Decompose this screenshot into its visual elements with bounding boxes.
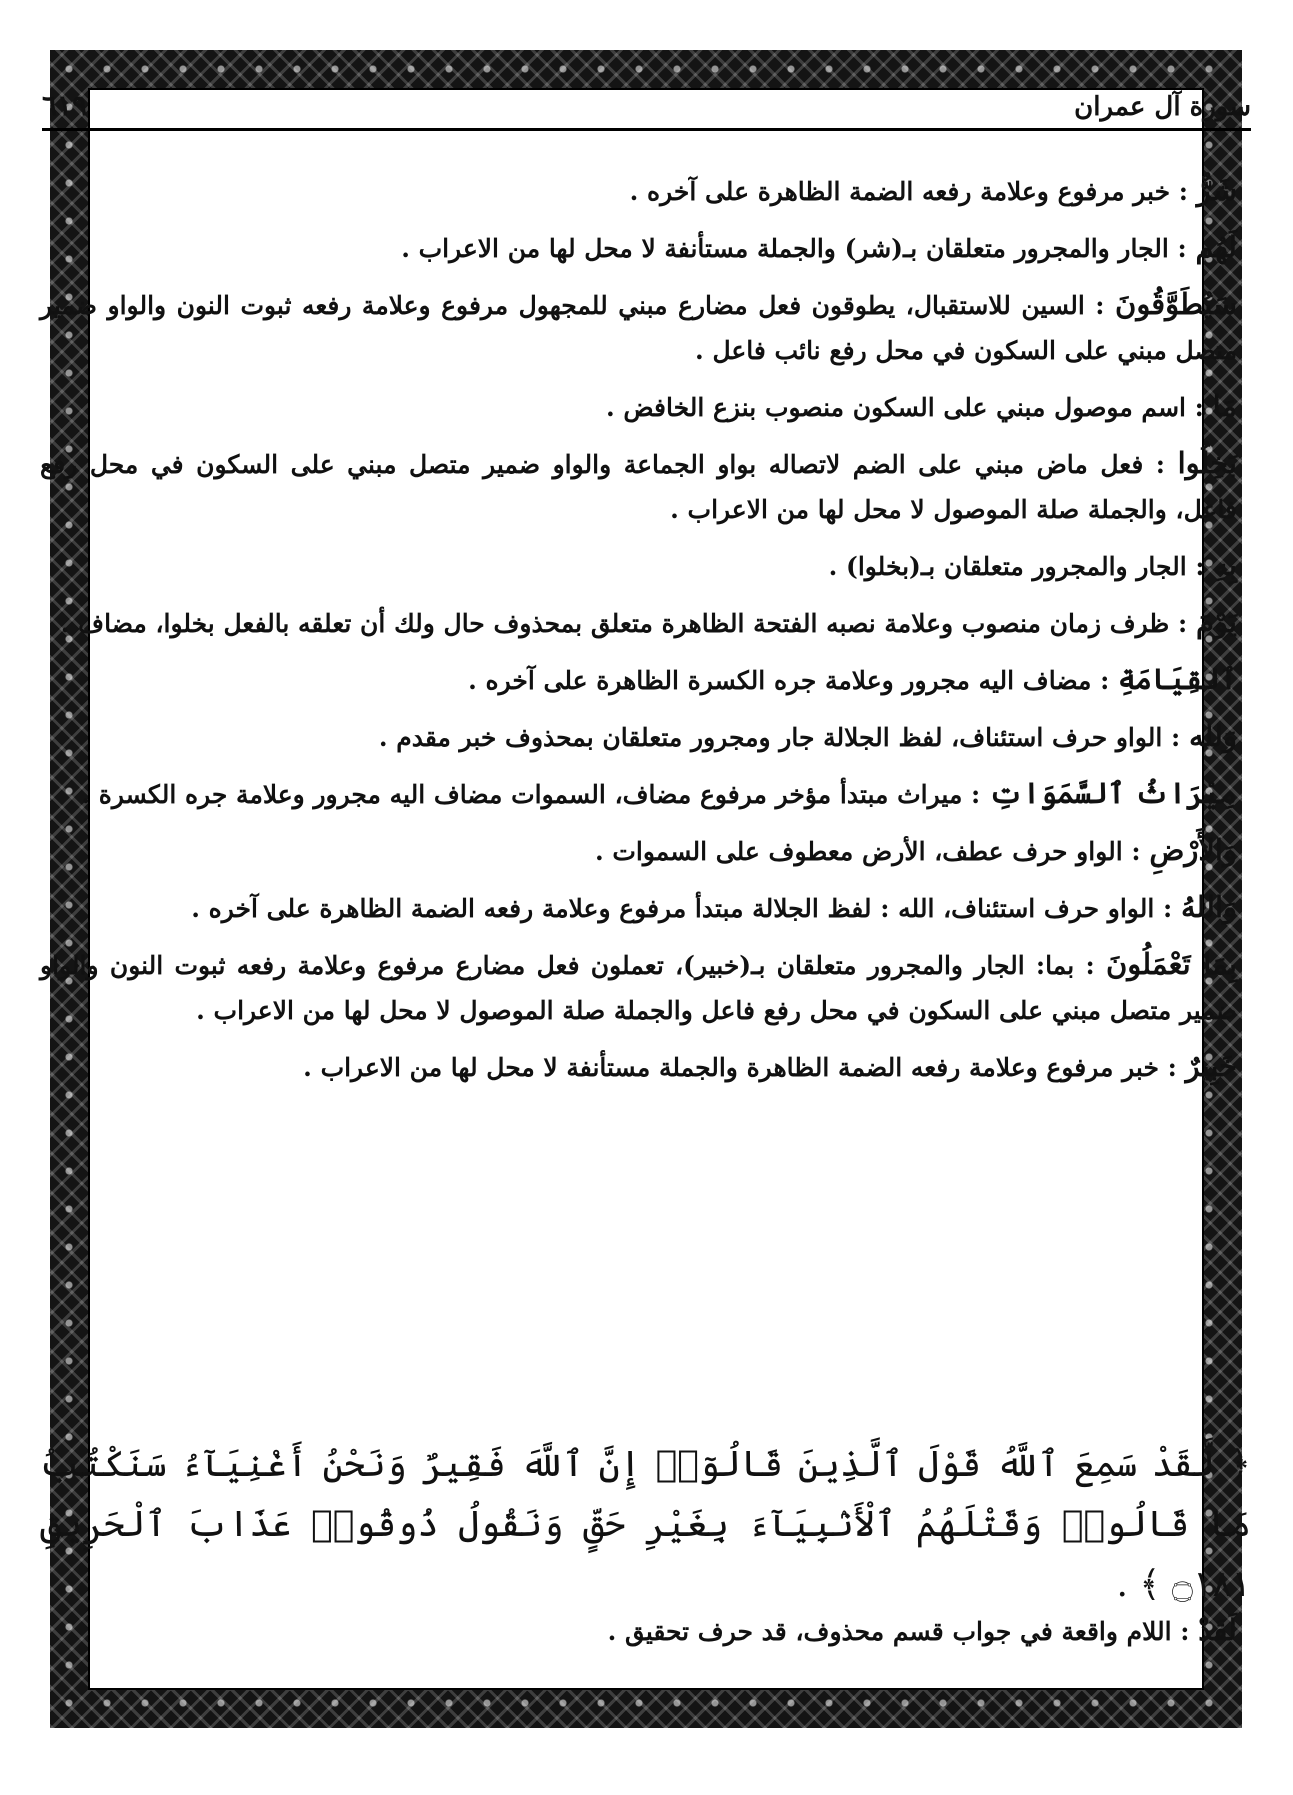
analysis-text: : الجار والمجرور متعلقان بـ(شر) والجملة مستأنفة لا محل لها من الاعراب .: [401, 234, 1187, 263]
quran-verse: ﴿ لَّقَدْ سَمِعَ ٱللَّهُ قَوْلَ ٱلَّذِينَ قَالُوٓا۟ إِنَّ ٱللَّهَ فَقِيرٌ وَنَحْنُ أَغْنِيَآءُ سَنَكْتُبُ مَا قَالُوا۟ وَقَتْلَهُمُ ٱلْأَنۢبِيَآءَ بِغَيْرِ حَقٍّ وَنَقُولُ ذُوقُوا۟ عَذَابَ ٱلْحَرِيقِ ۝١٨١ ﴾ .: [40, 1444, 1251, 1605]
analyzed-word: بِهِ: [1213, 548, 1237, 582]
analysis-entry: [40, 225, 1251, 271]
analysis-text: : خبر مرفوع وعلامة رفعه الضمة الظاهرة على آخره .: [629, 177, 1188, 206]
analysis-text: : ظرف زمان منصوب وعلامة نصبه الفتحة الظاهرة متعلق بمحذوف حال ولك أن تعلقه بالفعل بخلوا، مضاف .: [60, 609, 1188, 638]
analysis-entry: [40, 828, 1251, 874]
analysis-entry: [40, 771, 1251, 817]
analysis-text: : مضاف اليه مجرور وعلامة جره الكسرة الظاهرة على آخره .: [468, 666, 1110, 695]
analysis-text: : الواو حرف استئناف، الله : لفظ الجلالة مبتدأ مرفوع وعلامة رفعه الضمة الظاهرة على آخره .: [191, 894, 1173, 923]
analyzed-word: وَالأَرْضِ: [1149, 833, 1237, 867]
analysis-entry: [40, 441, 1251, 532]
analysis-entry: [40, 714, 1251, 760]
analysis-text: : بما: الجار والمجرور متعلقان بـ(خبير)، تعملون فعل مضارع مرفوع وعلامة رفعه ثبوت النون والواو ضمير متصل مبني على السكون في محل رفع فاعل والجملة صلة الموصول لا محل لها من الاعراب .: [40, 951, 1237, 1025]
analyzed-word: بَخِلُوا: [1177, 446, 1237, 480]
grammar-analysis: [40, 168, 1251, 1101]
analysis-entry: [40, 1044, 1251, 1090]
analyzed-word: مِيْرَاثُ ٱلسَّمَوَاتِ: [989, 776, 1237, 810]
analyzed-word: وَلله: [1189, 719, 1237, 753]
analysis-text: : اسم موصول مبني على السكون منصوب بنزع الخافض .: [606, 393, 1204, 422]
analyzed-word: شَرٌّ: [1196, 173, 1237, 207]
analysis-entry: [40, 1608, 1237, 1654]
analysis-entry: [40, 942, 1251, 1033]
analysis-text: : فعل ماض مبني على الضم لاتصاله بواو الجماعة والواو ضمير متصل مبني على السكون في محل رفع فاعل، والجملة صلة الموصول لا محل لها من الاعراب .: [40, 450, 1237, 524]
analysis-text: : الواو حرف استئناف، لفظ الجلالة جار ومجرور متعلقان بمحذوف خبر مقدم .: [378, 723, 1181, 752]
analyzed-word: يَوْمَ: [1195, 605, 1237, 639]
analysis-text: : خبر مرفوع وعلامة رفعه الضمة الظاهرة والجملة مستأنفة لا محل لها من الاعراب .: [303, 1053, 1177, 1082]
analysis-entry: [40, 543, 1251, 589]
analysis-text: : اللام واقعة في جواب قسم محذوف، قد حرف تحقيق .: [607, 1617, 1190, 1646]
page-number: ٦١٩: [42, 89, 88, 122]
analyzed-word: لَهُم: [1195, 230, 1237, 264]
analyzed-word: مَا: [1212, 389, 1237, 423]
analyzed-word: خَبِيرٌ: [1185, 1049, 1237, 1083]
analysis-entry: [40, 885, 1251, 931]
analyzed-word: سَيُطَوَّقُونَ: [1115, 287, 1237, 321]
analysis-text: : الواو حرف عطف، الأرض معطوف على السموات .: [594, 837, 1141, 866]
analysis-text: : ميراث مبتدأ مؤخر مرفوع مضاف، السموات مضاف اليه مجرور وعلامة جره الكسرة .: [81, 780, 981, 809]
analyzed-word: ٱلقِيَامَةِ: [1118, 662, 1237, 696]
surah-title: سورة آل عمران: [1074, 92, 1251, 122]
analysis-entry: [40, 282, 1251, 373]
analyzed-word: وَاللهُ: [1180, 890, 1237, 924]
analysis-entry: [40, 657, 1251, 703]
analyzed-word: لَقَدْ: [1198, 1613, 1237, 1647]
analyzed-word: بِمَا تَعْمَلُونَ: [1105, 947, 1237, 981]
analysis-text: : السين للاستقبال، يطوقون فعل مضارع مبني للمجهول مرفوع وعلامة رفعه ثبوت النون والواو ضمير متصل مبني على السكون في محل رفع نائب فاعل .: [40, 291, 1237, 365]
analysis-entry: [40, 384, 1251, 430]
analysis-entry: [40, 600, 1251, 646]
analysis-entry: [40, 168, 1251, 214]
page-header: [42, 70, 1251, 131]
analysis-text: : الجار والمجرور متعلقان بـ(بخلوا) .: [828, 552, 1205, 581]
